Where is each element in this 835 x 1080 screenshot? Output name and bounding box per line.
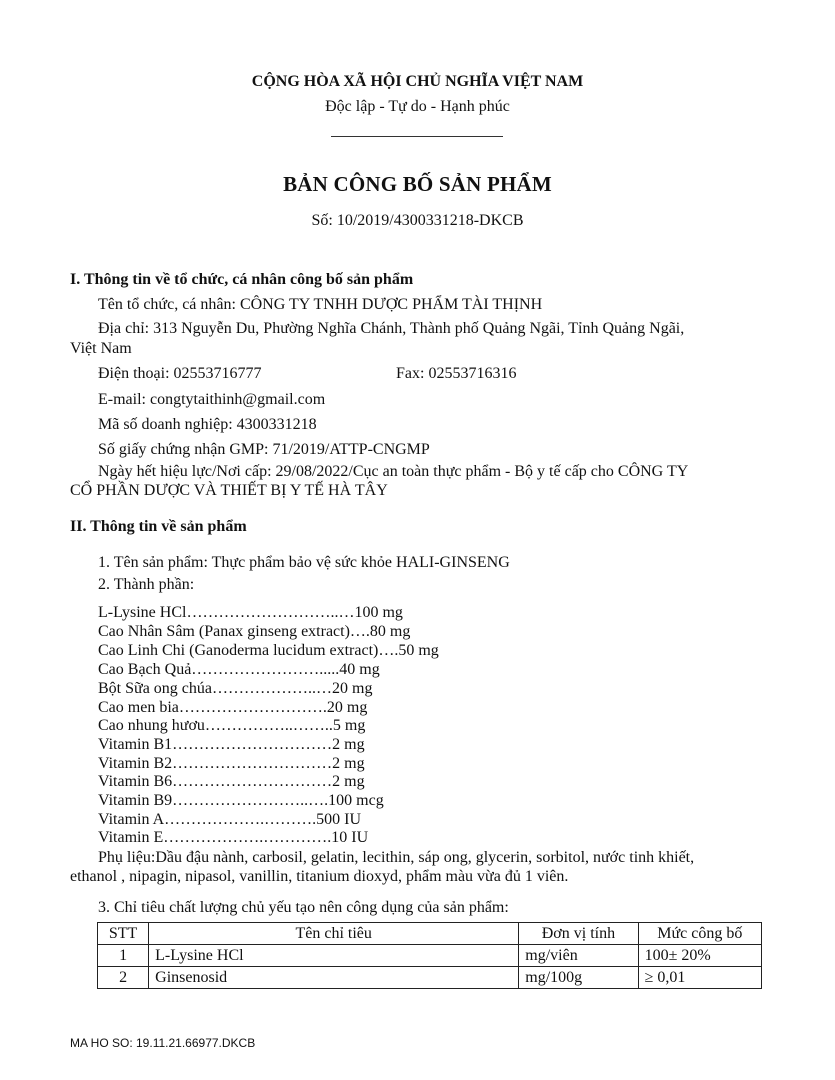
- section2-heading: II. Thông tin về sản phẩm: [70, 518, 247, 535]
- address-line1: Địa chỉ: 313 Nguyễn Du, Phường Nghĩa Chánh, Thành phố Quảng Ngãi, Tỉnh Quảng Ngãi,: [98, 320, 685, 337]
- header-divider: [331, 136, 503, 137]
- ingredient-item: Cao Bạch Quả…………………….....40 mg: [98, 661, 380, 678]
- ingredient-item: Cao nhung hươu……………..……..5 mg: [98, 717, 366, 734]
- cell-unit: mg/viên: [519, 945, 638, 967]
- cell-stt: 1: [98, 945, 149, 967]
- document-number: Số: 10/2019/4300331218-DKCB: [311, 212, 524, 229]
- quality-criteria-table: [97, 922, 762, 989]
- ingredient-item: L-Lysine HCl………………………..…100 mg: [98, 604, 403, 621]
- cell-criterion: L-Lysine HCl: [149, 945, 519, 967]
- phone: Điện thoại: 02553716777: [98, 365, 262, 382]
- header-unit: Đơn vị tính: [519, 923, 638, 945]
- document-title: BẢN CÔNG BỐ SẢN PHẨM: [283, 172, 552, 196]
- org-name: Tên tổ chức, cá nhân: CÔNG TY TNHH DƯỢC PHẨM TÀI THỊNH: [98, 296, 543, 313]
- ingredient-item: Vitamin B9……………………..….100 mcg: [98, 792, 384, 809]
- national-motto: Độc lập - Tự do - Hạnh phúc: [325, 98, 510, 115]
- ingredients-label: 2. Thành phần:: [98, 576, 195, 593]
- gmp-certificate: Số giấy chứng nhận GMP: 71/2019/ATTP-CNGMP: [98, 441, 430, 458]
- product-name: 1. Tên sản phẩm: Thực phẩm bảo vệ sức khỏe HALI-GINSENG: [98, 554, 510, 571]
- cell-criterion: Ginsenosid: [149, 967, 519, 989]
- expiry-line1: Ngày hết hiệu lực/Nơi cấp: 29/08/2022/Cục an toàn thực phẩm - Bộ y tế cấp cho CÔNG TY: [98, 463, 689, 480]
- email: E-mail: congtytaithinh@gmail.com: [98, 391, 326, 408]
- ingredient-item: Bột Sữa ong chúa………………..…20 mg: [98, 680, 373, 697]
- header-criterion: Tên chỉ tiêu: [149, 923, 519, 945]
- cell-unit: mg/100g: [519, 967, 638, 989]
- ingredient-item: Vitamin A……………….……….500 IU: [98, 811, 362, 828]
- ingredient-item: Vitamin B1…………………………2 mg: [98, 736, 365, 753]
- ingredient-item: Cao Nhân Sâm (Panax ginseng extract)….80 mg: [98, 623, 411, 640]
- country-name: CỘNG HÒA XÃ HỘI CHỦ NGHĨA VIỆT NAM: [251, 73, 584, 90]
- cell-stt: 2: [98, 967, 149, 989]
- ingredient-item: Vitamin B6…………………………2 mg: [98, 773, 365, 790]
- business-code: Mã số doanh nghiệp: 4300331218: [98, 416, 317, 433]
- dossier-code: MA HO SO: 19.11.21.66977.DKCB: [70, 1036, 256, 1050]
- ingredient-item: Cao Linh Chi (Ganoderma lucidum extract)….50 mg: [98, 642, 439, 659]
- cell-declared-level: 100± 20%: [638, 945, 761, 967]
- criteria-label: 3. Chỉ tiêu chất lượng chủ yếu tạo nên công dụng của sản phẩm:: [98, 899, 509, 916]
- table-row: [98, 967, 762, 989]
- cell-declared-level: ≥ 0,01: [638, 967, 761, 989]
- section1-heading: I. Thông tin về tổ chức, cá nhân công bố sản phẩm: [70, 271, 414, 288]
- table-header-row: [98, 923, 762, 945]
- address-line2: Việt Nam: [70, 340, 132, 357]
- header-declared-level: Mức công bố: [638, 923, 761, 945]
- expiry-line2: CỔ PHẦN DƯỢC VÀ THIẾT BỊ Y TẾ HÀ TÂY: [70, 482, 388, 499]
- excipients-line1: Phụ liệu:Dầu đậu nành, carbosil, gelatin, lecithin, sáp ong, glycerin, sorbitol, nước tinh khiết,: [98, 849, 695, 866]
- ingredient-item: Vitamin E……………….………….10 IU: [98, 829, 369, 846]
- table-row: [98, 945, 762, 967]
- fax: Fax: 02553716316: [396, 365, 517, 382]
- ingredient-item: Cao men bia……………………….20 mg: [98, 699, 368, 716]
- excipients-line2: ethanol , nipagin, nipasol, vanillin, titanium dioxyd, phẩm màu vừa đủ 1 viên.: [70, 868, 569, 885]
- ingredient-item: Vitamin B2…………………………2 mg: [98, 755, 365, 772]
- header-stt: STT: [98, 923, 149, 945]
